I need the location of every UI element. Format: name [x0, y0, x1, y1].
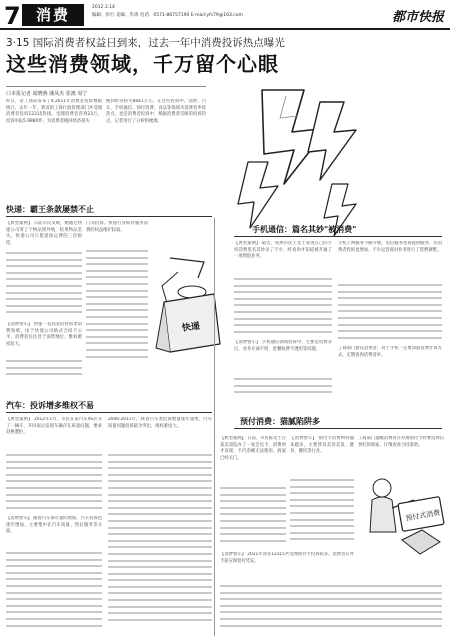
car-case: 【典型案例】 2012年1月，市民在某汽车4S店买了一辆车，开回家后发现车辆存在质量问题，要求退换遭拒。: [6, 417, 102, 436]
intro-left: 昨日，省工商局发布了4,2011年消费者投诉数据统计。去年一年，我省的工商行政管理部门共受理消费者投诉12315热线，受理消费者咨询23万，投诉举报5.9880件，为消费者挽回经济损失: [6, 99, 102, 124]
section-rule: [234, 428, 442, 429]
phone-text-block-2: [234, 378, 332, 398]
car-warning: 【消费警示】 随着汽车保有量的增加，汽车投诉也逐年增加，主要集中在汽车质量、售后服务等方面。: [6, 516, 102, 535]
prepaid-case: 【典型案例】 日前，市民陈女士在某美容院办了一张会员卡，消费时才发现，卡内余额无法使用，商家已经关门。: [220, 436, 286, 461]
issue-date: 2012.3.14: [92, 5, 115, 10]
prepaid-text-block: [220, 487, 286, 547]
section-rule: [6, 216, 212, 217]
section-title-express: 快递：霸王条款屡禁不止: [6, 205, 94, 214]
section-title-phone: 手机通信：篇名其妙"被消费": [252, 225, 357, 234]
section-rule: [234, 236, 442, 237]
prepaid-text-block-3: [220, 585, 442, 635]
page-number: 7: [4, 2, 21, 30]
phone-right: 手机上网服务不断升级，电信服务也再提供服务，但消费者投诉也增加，不少运营商对业务进行了资费调整。: [338, 241, 442, 253]
phone-text-block-3: [338, 284, 442, 344]
express-text-block: [6, 252, 82, 322]
car-text-block: [6, 454, 102, 514]
car-mid: 2006-2011年，我省汽车类投诉数量逐年递增，汽车质量问题投诉最为突出，维权难度大。: [108, 417, 212, 429]
newspaper-brand: 都市快报: [391, 10, 444, 25]
rule: [6, 86, 206, 87]
phone-warning: 【消费警示】 手机通信领域投诉中，主要是资费争议，业务开通不明，套餐收费不透明等问题。: [234, 340, 332, 352]
section-rule: [6, 412, 212, 413]
kicker: 3·15 国际消费者权益日到来，过去一年中消费投诉热点曝光: [6, 37, 285, 49]
prepaid-card-label: 预付式消费: [404, 508, 441, 523]
prepaid-text-block-2: [290, 479, 354, 547]
editor-line: 编辑：彭行 美编：毕禹 电话：0571-86757190 E-mail:yfs79@163.com: [92, 13, 243, 18]
phone-bottom: 工商部门建议消费者，对于手机一定要知道资费计算方式，定期查询话费清单。: [338, 346, 442, 358]
prepaid-card-illustration: [362, 470, 446, 560]
headline: 这些消费领域，千万留个心眼: [6, 52, 279, 76]
express-case: 【典型案例】 日前市民反映，她通过快递公司寄了个物品到外地，结果物品丢失，快递公司只愿意按运费的三倍赔偿。: [6, 221, 82, 246]
section-label: 消费: [22, 4, 84, 26]
lightning-bolt-art: [228, 88, 364, 238]
intro-right: 挽回经济损失8041万元。在这些投诉中，消费、汽车、手机通信、预付消费、食品等领域为消费者申诉热点，也是消费者投诉中，根据消费者反映的投诉热点，记者进行了分析和梳理。: [106, 99, 206, 124]
section-title-car: 汽车：投诉增多维权不易: [6, 401, 94, 410]
car-text-block-2: [6, 552, 102, 634]
express-text-block-2: [6, 360, 82, 382]
express-text-block-3: [86, 250, 148, 370]
column-divider: [214, 218, 215, 636]
masthead: [0, 0, 450, 30]
car-text-block-3: [108, 454, 212, 634]
phone-case: 【典型案例】 最近，杭州市民王女士发现自己的手机话费莫名其妙多了不少，经查询才知道被开通了一项增值业务。: [234, 241, 332, 260]
byline: 口本报记者 闻晓燕 潘凤杰 张澳 周宁: [6, 91, 88, 97]
section-title-prepaid: 预付消费：猫腻陷阱多: [240, 417, 320, 426]
prepaid-bottom: 【消费警示】 2011年我省12315共受理预付卡投诉较多，消费者在办卡前应保留好凭证。: [220, 552, 354, 564]
express-warning: 【消费警示】 快递一直高发的投诉类消费领域，由于快递公司格式合同不公平，消费者往往处于弱势地位，维权难度较大。: [6, 322, 82, 347]
prepaid-mid: 【消费警示】 预付卡消费纠纷越来越多，主要涉及美容美发、健身、餐饮等行业。: [290, 436, 354, 455]
parcel-label: 快递: [181, 321, 201, 334]
prepaid-right: 工商部门提醒消费者在办理预付卡时要选择信誉好的商家，仔细查看合同条款。: [358, 436, 444, 448]
phone-text-block: [234, 278, 332, 338]
express-mid: 门等投诉。快递行业标价服务消费的权益维护较弱。: [86, 221, 148, 233]
parcel-illustration: [148, 252, 228, 362]
